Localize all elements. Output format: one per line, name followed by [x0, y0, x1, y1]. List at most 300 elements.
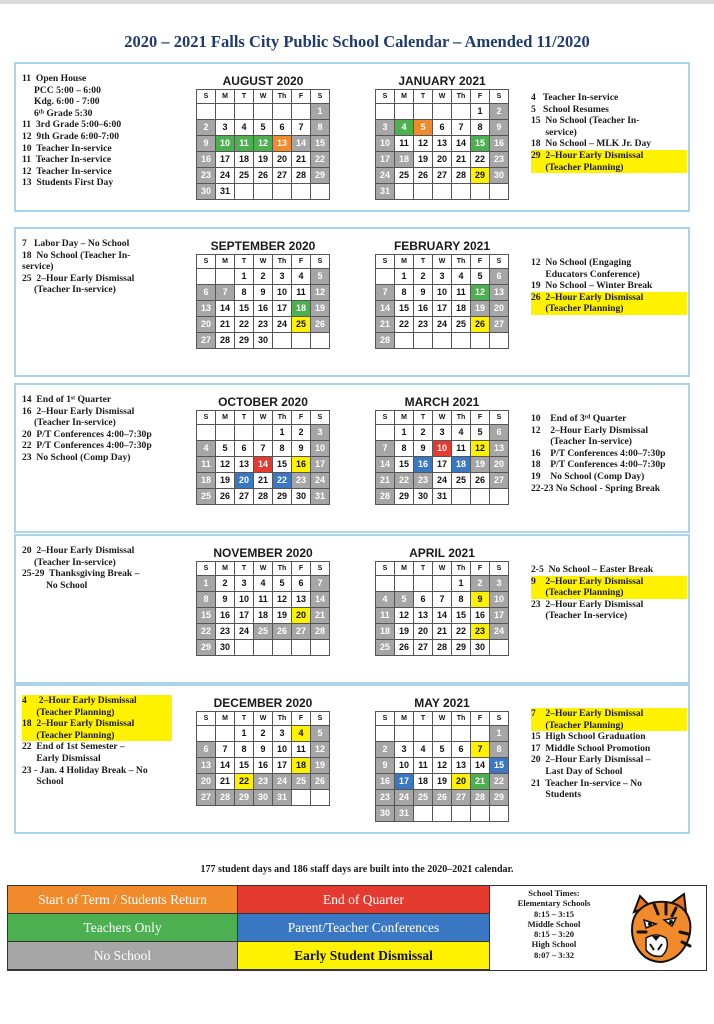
- weekday-header: W: [254, 562, 272, 575]
- day-cell: 1: [235, 726, 253, 741]
- weekday-header: M: [395, 255, 413, 268]
- day-cell: 30: [490, 168, 508, 183]
- day-cell: 30: [254, 333, 272, 348]
- day-cell: 25: [292, 317, 310, 332]
- day-cell: 25: [452, 317, 470, 332]
- day-cell: 1: [235, 269, 253, 284]
- left-event-notes: [22, 238, 172, 296]
- legend-pt-conferences: Parent/Teacher Conferences: [238, 914, 490, 942]
- day-cell: 18: [292, 301, 310, 316]
- weekday-header: W: [433, 90, 451, 103]
- day-cell: 17: [433, 301, 451, 316]
- month-calendar-january-2021: [375, 74, 509, 200]
- event-note: 29 2–Hour Early Dismissal: [531, 150, 687, 162]
- day-cell: 14: [216, 301, 234, 316]
- empty-day-cell: [433, 576, 451, 591]
- month-grid: [375, 561, 509, 656]
- empty-day-cell: [216, 425, 234, 440]
- day-cell: 30: [254, 790, 272, 805]
- day-cell: 19: [311, 758, 329, 773]
- weekday-header: S: [311, 712, 329, 725]
- high-hours: 8:07 – 3:32: [533, 949, 575, 960]
- empty-day-cell: [311, 184, 329, 199]
- day-cell: 23: [197, 168, 215, 183]
- month-title: MAY 2021: [414, 696, 470, 710]
- empty-day-cell: [471, 184, 489, 199]
- weekday-header: S: [376, 255, 394, 268]
- day-cell: 14: [311, 592, 329, 607]
- day-cell: 3: [216, 120, 234, 135]
- event-note: 23 - Jan. 4 Holiday Break – No: [22, 764, 148, 776]
- empty-day-cell: [452, 489, 470, 504]
- day-cell: 23: [254, 774, 272, 789]
- day-cell: 5: [273, 576, 291, 591]
- event-note: 23 2–Hour Early Dismissal: [531, 598, 644, 610]
- day-cell: 28: [452, 168, 470, 183]
- empty-day-cell: [292, 790, 310, 805]
- day-cell: 10: [490, 592, 508, 607]
- left-event-notes: [22, 695, 172, 788]
- day-cell: 19: [471, 301, 489, 316]
- day-cell: 19: [254, 152, 272, 167]
- event-note: Students: [531, 789, 582, 801]
- day-cell: 30: [376, 806, 394, 821]
- day-cell: 24: [311, 473, 329, 488]
- day-cell: 21: [452, 152, 470, 167]
- day-cell: 9: [254, 742, 272, 757]
- event-note: 22 End of 1st Semester –: [22, 741, 125, 753]
- empty-day-cell: [273, 104, 291, 119]
- weekday-header: S: [197, 255, 215, 268]
- event-note: 10 End of 3ʳᵈ Quarter: [531, 413, 627, 424]
- month-title: FEBRUARY 2021: [393, 239, 491, 253]
- day-cell: 14: [452, 136, 470, 151]
- month-grid: [375, 89, 509, 200]
- weekday-header: S: [490, 562, 508, 575]
- day-cell: 26: [216, 489, 234, 504]
- day-cell: 22: [452, 624, 470, 639]
- weekday-header: W: [433, 562, 451, 575]
- left-event-notes: [22, 394, 172, 464]
- day-cell: 1: [471, 104, 489, 119]
- weekday-header: F: [471, 411, 489, 424]
- day-cell: 7: [471, 742, 489, 757]
- day-cell: 15: [273, 457, 291, 472]
- day-cell: 8: [235, 742, 253, 757]
- empty-day-cell: [490, 184, 508, 199]
- day-cell: 2: [471, 576, 489, 591]
- weekday-header: W: [254, 90, 272, 103]
- day-cell: 25: [414, 790, 432, 805]
- day-cell: 23: [292, 473, 310, 488]
- empty-day-cell: [471, 489, 489, 504]
- weekday-header: S: [490, 411, 508, 424]
- empty-day-cell: [292, 333, 310, 348]
- day-cell: 16: [471, 608, 489, 623]
- right-event-notes: [531, 257, 687, 315]
- day-cell: 31: [433, 489, 451, 504]
- event-note: (Teacher In-service): [22, 417, 116, 429]
- day-cell: 21: [254, 473, 272, 488]
- empty-day-cell: [273, 640, 291, 655]
- day-cell: 22: [395, 317, 413, 332]
- day-cell: 5: [311, 726, 329, 741]
- day-cell: 10: [216, 136, 234, 151]
- month-title: NOVEMBER 2020: [213, 546, 313, 560]
- empty-day-cell: [311, 790, 329, 805]
- day-cell: 14: [216, 758, 234, 773]
- day-cell: 31: [216, 184, 234, 199]
- weekday-header: T: [235, 411, 253, 424]
- day-cell: 3: [273, 269, 291, 284]
- day-cell: 24: [273, 317, 291, 332]
- day-cell: 3: [273, 726, 291, 741]
- day-cell: 9: [376, 758, 394, 773]
- month-title: AUGUST 2020: [222, 74, 304, 88]
- event-note: 15 High School Graduation: [531, 731, 646, 743]
- event-note: (Teacher In-service): [531, 610, 628, 622]
- legend-no-school: No School: [8, 942, 238, 970]
- day-cell: 27: [490, 317, 508, 332]
- day-cell: 23: [414, 473, 432, 488]
- day-cell: 4: [254, 576, 272, 591]
- day-cell: 11: [452, 441, 470, 456]
- event-note: service): [531, 126, 577, 138]
- day-cell: 9: [490, 120, 508, 135]
- day-cell: 5: [433, 742, 451, 757]
- empty-day-cell: [471, 333, 489, 348]
- day-cell: 7: [433, 592, 451, 607]
- event-note: PCC 5:00 – 6:00: [22, 84, 101, 96]
- month-calendar-february-2021: [375, 239, 509, 349]
- day-cell: 22: [235, 774, 253, 789]
- month-grid: [196, 711, 330, 806]
- weekday-header: M: [216, 90, 234, 103]
- day-cell: 22: [311, 152, 329, 167]
- weekday-header: S: [197, 90, 215, 103]
- day-cell: 14: [376, 457, 394, 472]
- month-calendar-december-2020: [196, 696, 330, 806]
- month-grid: [196, 89, 330, 200]
- weekday-header: M: [395, 411, 413, 424]
- empty-day-cell: [452, 333, 470, 348]
- empty-day-cell: [414, 576, 432, 591]
- event-note: (Teacher Planning): [531, 162, 687, 174]
- day-cell: 5: [395, 592, 413, 607]
- weekday-header: S: [376, 411, 394, 424]
- day-cell: 10: [395, 758, 413, 773]
- day-cell: 24: [433, 473, 451, 488]
- day-cell: 16: [376, 774, 394, 789]
- empty-day-cell: [490, 806, 508, 821]
- event-note: No School: [22, 579, 88, 591]
- elementary-label: Elementary Schools: [517, 898, 591, 909]
- day-cell: 21: [376, 473, 394, 488]
- day-cell: 23: [216, 624, 234, 639]
- day-cell: 21: [292, 152, 310, 167]
- day-cell: 31: [311, 489, 329, 504]
- event-note: Educators Conference): [531, 268, 640, 280]
- empty-day-cell: [235, 104, 253, 119]
- empty-day-cell: [235, 640, 253, 655]
- day-cell: 28: [376, 333, 394, 348]
- day-cell: 19: [216, 473, 234, 488]
- day-cell: 12: [311, 742, 329, 757]
- day-cell: 12: [471, 285, 489, 300]
- day-cell: 11: [292, 742, 310, 757]
- weekday-header: M: [395, 90, 413, 103]
- left-event-notes: [22, 73, 172, 189]
- day-cell: 16: [414, 457, 432, 472]
- day-cell: 2: [414, 269, 432, 284]
- event-note: 7 2–Hour Early Dismissal: [531, 708, 687, 720]
- day-cell: 27: [235, 489, 253, 504]
- day-cell: 21: [216, 317, 234, 332]
- month-calendar-october-2020: [196, 395, 330, 505]
- event-note: (Teacher In-service): [22, 284, 116, 296]
- day-cell: 24: [376, 168, 394, 183]
- day-cell: 2: [376, 742, 394, 757]
- day-cell: 8: [197, 592, 215, 607]
- weekday-header: W: [254, 712, 272, 725]
- day-cell: 21: [311, 608, 329, 623]
- event-note: Kdg. 6:00 - 7:00: [22, 96, 100, 108]
- day-cell: 9: [414, 285, 432, 300]
- day-cell: 11: [235, 136, 253, 151]
- day-cell: 14: [292, 136, 310, 151]
- day-cell: 13: [433, 136, 451, 151]
- weekday-header: Th: [273, 255, 291, 268]
- empty-day-cell: [414, 806, 432, 821]
- day-cell: 14: [376, 301, 394, 316]
- weekday-header: Th: [452, 562, 470, 575]
- day-cell: 6: [292, 576, 310, 591]
- empty-day-cell: [395, 184, 413, 199]
- empty-day-cell: [395, 333, 413, 348]
- day-cell: 4: [414, 742, 432, 757]
- day-cell: 7: [254, 441, 272, 456]
- day-cell: 7: [452, 120, 470, 135]
- day-cell: 30: [216, 640, 234, 655]
- day-cell: 10: [311, 441, 329, 456]
- weekday-header: S: [311, 90, 329, 103]
- event-note: (Teacher Planning): [531, 303, 687, 315]
- day-cell: 13: [414, 608, 432, 623]
- weekday-header: M: [395, 712, 413, 725]
- event-note: 25 2–Hour Early Dismissal: [22, 272, 135, 284]
- day-cell: 24: [235, 624, 253, 639]
- event-note: 10 Teacher In-service: [22, 142, 112, 154]
- weekday-header: M: [216, 712, 234, 725]
- empty-day-cell: [376, 104, 394, 119]
- day-cell: 7: [376, 441, 394, 456]
- day-cell: 23: [490, 152, 508, 167]
- day-cell: 2: [216, 576, 234, 591]
- month-grid: [196, 561, 330, 656]
- day-cell: 26: [471, 473, 489, 488]
- empty-day-cell: [254, 184, 272, 199]
- day-cell: 26: [471, 317, 489, 332]
- days-footnote: 177 student days and 186 staff days are built into the 2020–2021 calendar.: [200, 864, 514, 875]
- day-cell: 12: [216, 457, 234, 472]
- right-event-notes: [531, 413, 687, 494]
- weekday-header: Th: [452, 255, 470, 268]
- empty-day-cell: [235, 425, 253, 440]
- day-cell: 13: [197, 301, 215, 316]
- day-cell: 29: [471, 168, 489, 183]
- empty-day-cell: [216, 104, 234, 119]
- day-cell: 3: [433, 269, 451, 284]
- weekday-header: F: [292, 562, 310, 575]
- day-cell: 26: [433, 790, 451, 805]
- weekday-header: F: [471, 90, 489, 103]
- day-cell: 17: [273, 758, 291, 773]
- day-cell: 19: [414, 152, 432, 167]
- empty-day-cell: [254, 104, 272, 119]
- day-cell: 17: [376, 152, 394, 167]
- day-cell: 11: [292, 285, 310, 300]
- empty-day-cell: [197, 104, 215, 119]
- event-note: 22-23 No School - Spring Break: [531, 482, 661, 494]
- day-cell: 22: [490, 774, 508, 789]
- weekday-header: M: [216, 255, 234, 268]
- day-cell: 6: [197, 285, 215, 300]
- day-cell: 2: [490, 104, 508, 119]
- weekday-header: S: [490, 712, 508, 725]
- empty-day-cell: [254, 640, 272, 655]
- day-cell: 17: [490, 608, 508, 623]
- day-cell: 16: [414, 301, 432, 316]
- day-cell: 6: [197, 742, 215, 757]
- day-cell: 28: [216, 333, 234, 348]
- day-cell: 5: [216, 441, 234, 456]
- event-note: 2-5 No School – Easter Break: [531, 564, 654, 575]
- empty-day-cell: [273, 333, 291, 348]
- day-cell: 2: [197, 120, 215, 135]
- day-cell: 28: [311, 624, 329, 639]
- day-cell: 12: [433, 758, 451, 773]
- event-note: 4 2–Hour Early Dismissal: [22, 695, 172, 707]
- day-cell: 4: [292, 726, 310, 741]
- day-cell: 30: [292, 489, 310, 504]
- day-cell: 11: [376, 608, 394, 623]
- weekday-header: W: [254, 255, 272, 268]
- day-cell: 2: [292, 425, 310, 440]
- middle-label: Middle School: [527, 918, 581, 929]
- day-cell: 29: [311, 168, 329, 183]
- empty-day-cell: [311, 333, 329, 348]
- month-calendar-september-2020: [196, 239, 330, 349]
- event-note: (Teacher Planning): [22, 730, 172, 742]
- weekday-header: S: [490, 255, 508, 268]
- event-note: 6ᵗʰ Grade 5:30: [22, 107, 93, 119]
- event-note: 19 No School – Winter Break: [531, 280, 653, 292]
- weekday-header: W: [433, 411, 451, 424]
- day-cell: 31: [395, 806, 413, 821]
- weekday-header: T: [414, 90, 432, 103]
- day-cell: 9: [254, 285, 272, 300]
- event-note: 20 P/T Conferences 4:00–7:30p: [22, 428, 152, 440]
- day-cell: 24: [273, 774, 291, 789]
- day-cell: 3: [490, 576, 508, 591]
- day-cell: 5: [471, 425, 489, 440]
- day-cell: 5: [471, 269, 489, 284]
- day-cell: 27: [273, 168, 291, 183]
- school-times-heading: School Times:: [528, 888, 580, 898]
- school-times-box: [489, 885, 707, 971]
- month-calendar-august-2020: [196, 74, 330, 200]
- day-cell: 21: [433, 624, 451, 639]
- day-cell: 17: [433, 457, 451, 472]
- weekday-header: T: [235, 562, 253, 575]
- event-note: (Teacher In-service): [22, 556, 116, 568]
- day-cell: 12: [414, 136, 432, 151]
- weekday-header: Th: [273, 562, 291, 575]
- day-cell: 14: [254, 457, 272, 472]
- weekday-header: S: [490, 90, 508, 103]
- day-cell: 5: [311, 269, 329, 284]
- day-cell: 29: [235, 790, 253, 805]
- day-cell: 3: [376, 120, 394, 135]
- day-cell: 1: [273, 425, 291, 440]
- day-cell: 24: [490, 624, 508, 639]
- event-note: 12 9th Grade 6:00-7:00: [22, 130, 119, 142]
- day-cell: 6: [414, 592, 432, 607]
- event-note: (Teacher Planning): [22, 707, 172, 719]
- empty-day-cell: [197, 726, 215, 741]
- weekday-header: Th: [273, 90, 291, 103]
- day-cell: 21: [471, 774, 489, 789]
- page-title: 2020 – 2021 Falls City Public School Calendar – Amended 11/2020: [124, 32, 590, 51]
- event-note: 25-29 Thanksgiving Break –: [22, 568, 140, 580]
- tiger-mascot-icon: [626, 892, 696, 964]
- school-times: [491, 888, 617, 960]
- day-cell: 14: [433, 608, 451, 623]
- event-note: 16 P/T Conferences 4:00–7:30p: [531, 447, 666, 459]
- weekday-header: S: [376, 712, 394, 725]
- right-event-notes: [531, 92, 687, 173]
- day-cell: 18: [235, 152, 253, 167]
- day-cell: 27: [452, 790, 470, 805]
- event-note: (Teacher Planning): [531, 720, 687, 732]
- day-cell: 27: [414, 640, 432, 655]
- day-cell: 25: [235, 168, 253, 183]
- weekday-header: T: [235, 712, 253, 725]
- day-cell: 27: [292, 624, 310, 639]
- empty-day-cell: [376, 425, 394, 440]
- day-cell: 27: [197, 790, 215, 805]
- day-cell: 14: [471, 758, 489, 773]
- weekday-header: F: [292, 255, 310, 268]
- weekday-header: W: [433, 255, 451, 268]
- empty-day-cell: [471, 806, 489, 821]
- weekday-header: W: [254, 411, 272, 424]
- day-cell: 7: [216, 742, 234, 757]
- weekday-header: S: [311, 255, 329, 268]
- day-cell: 30: [414, 489, 432, 504]
- event-note: 18 No School (Teacher In-: [22, 249, 131, 261]
- day-cell: 29: [235, 333, 253, 348]
- day-cell: 15: [197, 608, 215, 623]
- empty-day-cell: [471, 726, 489, 741]
- day-cell: 15: [235, 758, 253, 773]
- event-note: 14 End of 1ˢᵗ Quarter: [22, 394, 112, 405]
- day-cell: 18: [452, 457, 470, 472]
- day-cell: 4: [452, 425, 470, 440]
- day-cell: 4: [235, 120, 253, 135]
- empty-day-cell: [395, 104, 413, 119]
- day-cell: 16: [216, 608, 234, 623]
